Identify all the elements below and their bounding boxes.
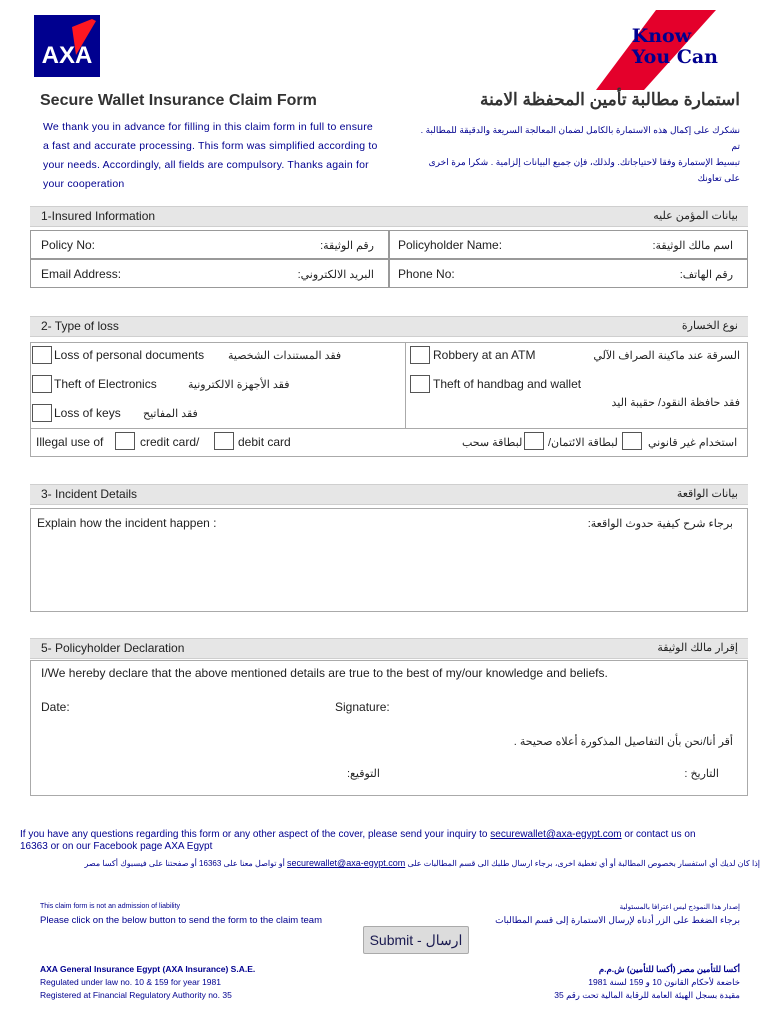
- intro-text-en: [43, 118, 393, 194]
- slogan-line-2: You Can: [631, 46, 718, 68]
- contact-email-link[interactable]: securewallet@axa-egypt.com: [490, 829, 622, 840]
- theft-electronics-label-en: Theft of Electronics: [54, 377, 157, 391]
- section-1-title-en: 1-Insured Information: [41, 209, 156, 223]
- registration-text-ar: مقيدة بسجل الهيئة العامة للرقابة المالية تحت رقم 35: [554, 990, 740, 1000]
- loss-docs-label-ar: فقد المستندات الشخصية: [228, 350, 342, 362]
- theft-handbag-label-en: Theft of handbag and wallet: [433, 377, 582, 391]
- section-2-title-ar: نوع الخسارة: [681, 320, 738, 332]
- date-label-ar: التاريخ :: [684, 768, 719, 780]
- law-text-ar: خاضعة لأحكام القانون 10 و 159 لسنة 1981: [588, 977, 740, 987]
- debit-card-checkbox-ar[interactable]: [524, 432, 544, 450]
- submit-instruction-ar: برجاء الضغط على الزر أدناه لإرسال الاستمارة إلى قسم المطالبات: [495, 915, 740, 925]
- section-3-title-en: 3- Incident Details: [41, 487, 138, 501]
- contact-line2-en: 16363 or on our Facebook page AXA Egypt: [20, 841, 213, 852]
- credit-card-label-ar: لبطاقة الائتمان/: [548, 437, 618, 449]
- law-text-en: Regulated under law no. 10 & 159 for year 1981: [40, 977, 221, 987]
- section-3-header: [30, 484, 748, 505]
- section-1-header: [30, 206, 748, 227]
- holder-name-label-en: Policyholder Name:: [398, 238, 503, 252]
- credit-card-checkbox[interactable]: [115, 432, 135, 450]
- email-label-en: Email Address:: [41, 267, 122, 281]
- email-label-ar: البريد الالكتروني:: [297, 269, 374, 281]
- intro-en-line: your needs. Accordingly, all fields are compulsory. Thanks again for: [43, 159, 369, 171]
- incident-details-textarea[interactable]: [30, 508, 748, 612]
- form-title-en: Secure Wallet Insurance Claim Form: [40, 92, 317, 109]
- credit-card-checkbox-ar[interactable]: [622, 432, 642, 450]
- phone-field[interactable]: [389, 259, 748, 288]
- theft-handbag-label-ar: فقد حافظة النقود/ حقيبة اليد: [611, 397, 740, 409]
- intro-text-ar: [410, 122, 740, 186]
- contact-suffix-ar: أو تواصل معنا على 16363 أو صفحتنا على فيسبوك أكسا مصر: [84, 859, 285, 868]
- intro-en-line: We thank you in advance for filling in this claim form in full to ensure: [43, 121, 373, 133]
- contact-email-link-ar[interactable]: securewallet@axa-egypt.com: [287, 858, 406, 868]
- credit-card-label-en: credit card/: [140, 435, 200, 449]
- loss-docs-label-en: Loss of personal documents: [54, 348, 205, 362]
- atm-robbery-label-en: Robbery at an ATM: [433, 348, 536, 362]
- loss-keys-label-ar: فقد المفاتيح: [143, 408, 198, 420]
- intro-en-line: a fast and accurate processing. This form was simplified according to: [43, 140, 378, 152]
- section-3-title-ar: بيانات الواقعة: [676, 488, 738, 500]
- intro-ar-line: على تعاونك: [697, 173, 740, 183]
- form-title-ar: استمارة مطالبة تأمين المحفظة الامنة: [480, 90, 740, 109]
- submit-instruction-en: Please click on the below button to send the form to the claim team: [40, 915, 322, 926]
- company-name-ar: أكسا للتأمين مصر (أكسا للتأمين) ش.م.م: [598, 964, 740, 974]
- debit-card-checkbox[interactable]: [214, 432, 234, 450]
- policy-no-label-ar: رقم الوثيقة:: [320, 240, 374, 252]
- declaration-text-ar: أقر أنا/نحن بأن التفاصيل المذكورة أعلاه صحيحة .: [513, 736, 733, 748]
- contact-suffix-en: or contact us on: [624, 829, 696, 840]
- declaration-box: [30, 660, 748, 796]
- theft-electronics-label-ar: فقد الأجهزة الالكترونية: [188, 379, 290, 391]
- theft-handbag-checkbox[interactable]: [410, 375, 430, 393]
- phone-label-ar: رقم الهاتف:: [679, 269, 733, 281]
- phone-label-en: Phone No:: [398, 267, 455, 281]
- loss-keys-label-en: Loss of keys: [54, 406, 121, 420]
- policy-no-field[interactable]: [30, 230, 389, 259]
- know-you-can-logo: [596, 10, 736, 90]
- loss-keys-checkbox[interactable]: [32, 404, 52, 422]
- atm-robbery-label-ar: السرقة عند ماكينة الصراف الآلي: [593, 350, 740, 362]
- section-5-title-ar: إقرار مالك الوثيقة: [657, 642, 738, 654]
- section-2-header: [30, 316, 748, 337]
- company-name-en: AXA General Insurance Egypt (AXA Insurance) S.A.E.: [40, 964, 256, 974]
- liability-note-en: This claim form is not an admission of liability: [40, 903, 181, 910]
- policyholder-name-field[interactable]: [389, 230, 748, 259]
- loss-docs-checkbox[interactable]: [32, 346, 52, 364]
- contact-prefix-ar: إذا كان لديك أي استفسار بخصوص المطالبة أو أي تغطية اخرى، برجاء ارسال طلبك الى قسم المطالبات على: [407, 859, 760, 868]
- section-5-header: [30, 638, 748, 659]
- signature-label-ar: التوقيع:: [347, 768, 380, 780]
- contact-prefix-en: If you have any questions regarding this form or any other aspect of the cover, please send your inquiry to: [20, 829, 488, 840]
- theft-electronics-checkbox[interactable]: [32, 375, 52, 393]
- column-divider: [405, 342, 406, 428]
- date-label-en: Date:: [41, 700, 70, 714]
- explain-label-ar: برجاء شرح كيفية حدوث الواقعة:: [587, 518, 733, 530]
- footer-en: [40, 963, 255, 1002]
- contact-text-ar: [85, 858, 761, 868]
- intro-ar-line: تبسيط الإستمارة وفقا لاحتياجاتك. ولذلك، فإن جميع البيانات إلزامية . شكرا مرة اخرى: [428, 157, 740, 167]
- row-divider: [30, 428, 748, 429]
- signature-label-en: Signature:: [335, 700, 390, 714]
- intro-en-line: your cooperation: [43, 178, 125, 190]
- email-field[interactable]: [30, 259, 389, 288]
- illegal-use-label-ar: استخدام غير قانوني: [648, 437, 738, 449]
- atm-robbery-checkbox[interactable]: [410, 346, 430, 364]
- debit-card-label-en: debit card: [238, 435, 291, 449]
- declaration-text-en: I/We hereby declare that the above mentioned details are true to the best of my/our knowledge and beliefs.: [41, 666, 608, 680]
- section-5-title-en: 5- Policyholder Declaration: [41, 641, 185, 655]
- illegal-use-label-en: Illegal use of: [36, 435, 104, 449]
- intro-ar-line: نشكرك على إكمال هذه الاستمارة بالكامل لضمان المعالجة السريعة والدقيقة للمطالبة . تم: [420, 125, 740, 151]
- svg-text:AXA: AXA: [41, 42, 93, 69]
- axa-logo: [34, 15, 100, 77]
- policy-no-label-en: Policy No:: [41, 238, 96, 252]
- submit-button[interactable]: Submit - ارسال: [363, 926, 469, 954]
- holder-name-label-ar: اسم مالك الوثيقة:: [652, 240, 733, 252]
- section-1-title-ar: بيانات المؤمن عليه: [653, 210, 738, 222]
- liability-note-ar: إصدار هذا النموذج ليس اعترافا بالمسئولية: [619, 904, 740, 911]
- explain-label-en: Explain how the incident happen :: [37, 516, 217, 530]
- slogan-line-1: Know: [631, 25, 692, 47]
- section-2-title-en: 2- Type of loss: [41, 319, 119, 333]
- footer-ar: [554, 963, 740, 1002]
- registration-text-en: Registered at Financial Regulatory Authority no. 35: [40, 990, 232, 1000]
- debit-card-label-ar: لبطاقة سحب: [462, 437, 523, 449]
- contact-text-en: [20, 829, 740, 853]
